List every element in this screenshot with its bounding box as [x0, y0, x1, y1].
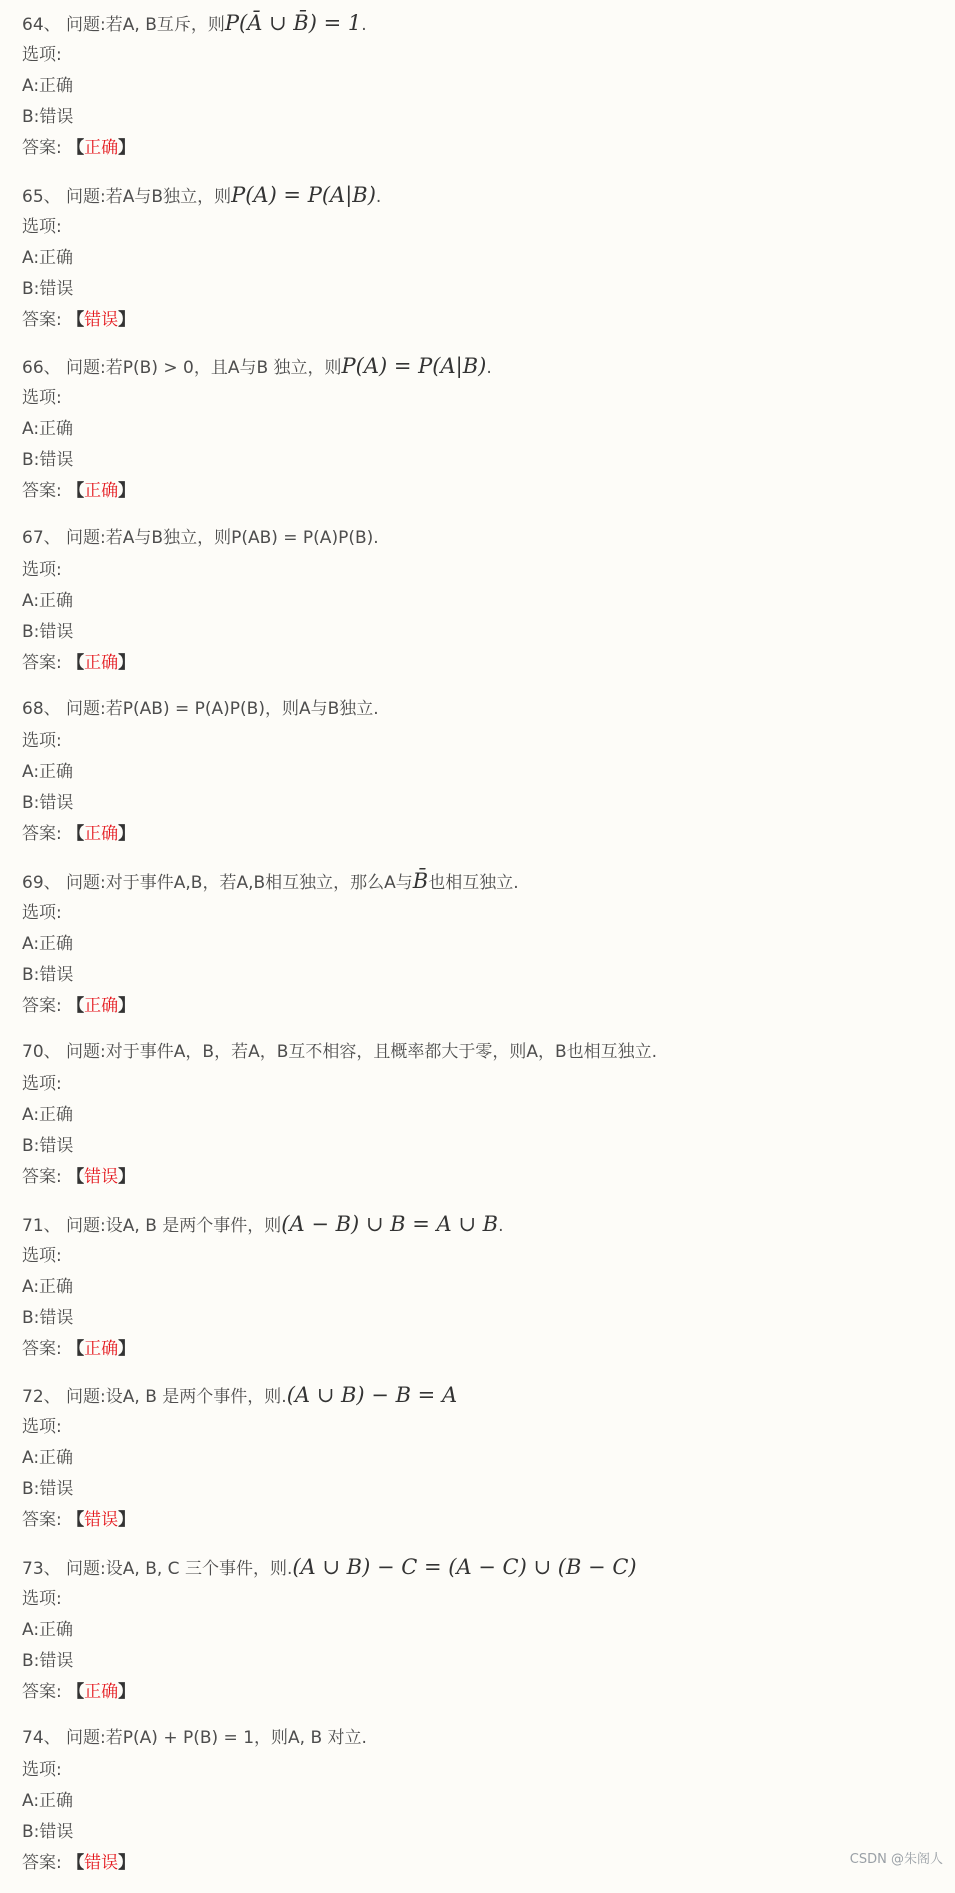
options-label: 选项: [22, 731, 62, 751]
question-block [22, 349, 935, 521]
question-prefix: 问题:若P(AB) = P(A)P(B)，则A与B独立. [66, 699, 379, 719]
question-block [22, 521, 935, 693]
question-block [22, 1378, 935, 1550]
question-prefix: 问题:若P(A) + P(B) = 1，则A, B 对立. [66, 1728, 367, 1748]
answer-bracket-open: 【 [67, 1681, 85, 1702]
answer-line [22, 1848, 935, 1879]
answer-line [22, 1334, 935, 1365]
question-text [22, 1207, 935, 1241]
question-text [22, 349, 935, 383]
option-b: B:错误 [22, 107, 74, 127]
answer-bracket-close: 】 [118, 1338, 136, 1359]
math-formula: P(A) = P(A|B) [231, 182, 376, 207]
question-block [22, 1550, 935, 1722]
answer-bracket-close: 】 [118, 481, 136, 501]
answer-bracket-close: 】 [118, 1853, 136, 1873]
question-number: 66、 [22, 358, 61, 378]
answer-bracket-open: 【 [67, 309, 85, 330]
answer-bracket-open: 【 [67, 1853, 85, 1873]
option-a: A:正确 [22, 1448, 74, 1468]
answer-bracket-open: 【 [67, 1510, 85, 1530]
answer-line [22, 1162, 935, 1193]
answer-label: 答案: [22, 309, 68, 330]
question-block [22, 6, 935, 178]
option-b: B:错误 [22, 621, 74, 642]
answer-label: 答案: [22, 138, 68, 158]
answer-line [22, 819, 935, 850]
question-block [22, 864, 935, 1036]
option-b: B:错误 [22, 278, 74, 299]
question-number: 64、 [22, 15, 61, 35]
question-block [22, 1035, 935, 1207]
question-text [22, 1721, 935, 1755]
question-text [22, 864, 935, 898]
answer-label: 答案: [22, 1338, 68, 1359]
option-a: A:正确 [22, 1105, 74, 1125]
answer-label: 答案: [22, 824, 68, 844]
options-label: 选项: [22, 1417, 62, 1437]
answer-value: 正确 [84, 652, 119, 673]
csdn-watermark: CSDN @朱阁人 [849, 1852, 943, 1867]
answer-label: 答案: [22, 652, 68, 673]
question-text [22, 6, 935, 40]
answer-bracket-close: 】 [118, 1681, 136, 1702]
answer-bracket-open: 【 [67, 1167, 85, 1187]
answer-value: 正确 [84, 995, 119, 1016]
answer-label: 答案: [22, 1853, 68, 1873]
answer-value: 错误 [84, 309, 119, 330]
question-prefix: 问题:设A, B 是两个事件，则. [66, 1387, 287, 1407]
option-b: B:错误 [22, 793, 74, 813]
answer-bracket-open: 【 [67, 1338, 85, 1359]
question-number: 70、 [22, 1042, 61, 1062]
option-b: B:错误 [22, 1822, 74, 1842]
math-formula: P(A) = P(A|B) [341, 354, 487, 378]
question-block [22, 692, 935, 864]
question-text [22, 692, 935, 726]
question-suffix: . [375, 186, 382, 207]
answer-value: 正确 [84, 138, 119, 158]
question-prefix: 问题:设A, B, C 三个事件，则. [66, 1558, 293, 1579]
question-list [22, 6, 935, 1893]
question-text [22, 1378, 935, 1412]
option-b: B:错误 [22, 1650, 74, 1671]
question-prefix: 问题:若P(B) > 0，且A与B 独立，则 [66, 358, 342, 378]
answer-bracket-close: 】 [118, 824, 136, 844]
answer-bracket-open: 【 [67, 995, 85, 1016]
question-suffix: . [361, 15, 367, 35]
option-a: A:正确 [22, 1791, 74, 1811]
question-prefix: 问题:若A与B独立，则P(AB) = P(A)P(B). [66, 527, 379, 548]
answer-label: 答案: [22, 481, 68, 501]
option-a: A:正确 [22, 1619, 74, 1640]
option-b: B:错误 [22, 1479, 74, 1499]
math-formula: (A ∪ B) − B = A [286, 1383, 458, 1407]
question-text [22, 178, 935, 212]
question-number: 73、 [22, 1558, 61, 1579]
option-a: A:正确 [22, 419, 74, 439]
question-prefix: 问题:若A, B互斥，则 [66, 15, 225, 35]
answer-bracket-close: 】 [118, 1510, 136, 1530]
options-label: 选项: [22, 45, 62, 65]
answer-bracket-close: 】 [118, 652, 136, 673]
options-label: 选项: [22, 1588, 62, 1609]
question-number: 71、 [22, 1215, 61, 1236]
answer-bracket-close: 】 [118, 309, 136, 330]
question-number: 65、 [22, 186, 61, 207]
option-a: A:正确 [22, 590, 74, 611]
answer-label: 答案: [22, 1510, 68, 1530]
answer-value: 错误 [84, 1510, 119, 1530]
option-b: B:错误 [22, 450, 74, 470]
question-suffix: . [498, 1215, 504, 1236]
option-b: B:错误 [22, 964, 74, 985]
question-prefix: 问题:对于事件A，B，若A，B互不相容，且概率都大于零，则A，B也相互独立. [66, 1042, 658, 1062]
answer-line [22, 305, 935, 336]
option-a: A:正确 [22, 1276, 74, 1297]
answer-line [22, 476, 935, 507]
question-number: 69、 [22, 872, 61, 893]
question-prefix: 问题:设A, B 是两个事件，则 [66, 1215, 282, 1236]
option-a: A:正确 [22, 76, 74, 96]
answer-line [22, 133, 935, 164]
question-block [22, 1207, 935, 1379]
answer-value: 正确 [84, 1338, 119, 1359]
answer-value: 正确 [84, 824, 119, 844]
option-a: A:正确 [22, 247, 74, 268]
answer-value: 错误 [84, 1853, 119, 1873]
answer-value: 正确 [84, 1681, 119, 1702]
question-suffix: 也相互独立. [428, 872, 519, 893]
answer-value: 错误 [84, 1167, 119, 1187]
question-suffix: . [486, 358, 492, 378]
math-formula: P(Ā ∪ B̄) = 1 [224, 11, 362, 35]
question-number: 68、 [22, 699, 61, 719]
option-a: A:正确 [22, 933, 74, 954]
math-formula: B̄ [412, 868, 429, 893]
answer-line [22, 1677, 935, 1708]
answer-bracket-open: 【 [67, 138, 85, 158]
option-b: B:错误 [22, 1307, 74, 1328]
answer-bracket-open: 【 [67, 652, 85, 673]
answer-line [22, 648, 935, 679]
question-block [22, 178, 935, 350]
question-number: 72、 [22, 1387, 61, 1407]
answer-value: 正确 [84, 481, 119, 501]
answer-line [22, 991, 935, 1022]
answer-label: 答案: [22, 1167, 68, 1187]
question-text [22, 1550, 935, 1584]
options-label: 选项: [22, 1074, 62, 1094]
answer-label: 答案: [22, 1681, 68, 1702]
answer-bracket-close: 】 [118, 1167, 136, 1187]
option-a: A:正确 [22, 762, 74, 782]
question-number: 67、 [22, 527, 61, 548]
answer-bracket-close: 】 [118, 138, 136, 158]
question-number: 74、 [22, 1728, 61, 1748]
answer-bracket-open: 【 [67, 481, 85, 501]
math-formula: (A ∪ B) − C = (A − C) ∪ (B − C) [292, 1554, 637, 1579]
options-label: 选项: [22, 216, 62, 237]
options-label: 选项: [22, 1245, 62, 1266]
options-label: 选项: [22, 1760, 62, 1780]
options-label: 选项: [22, 559, 62, 580]
question-prefix: 问题:若A与B独立，则 [66, 186, 232, 207]
option-b: B:错误 [22, 1136, 74, 1156]
answer-line [22, 1505, 935, 1536]
options-label: 选项: [22, 902, 62, 923]
question-prefix: 问题:对于事件A,B，若A,B相互独立，那么A与 [66, 872, 413, 893]
question-text [22, 1035, 935, 1069]
question-text [22, 521, 935, 555]
question-block [22, 1721, 935, 1893]
answer-label: 答案: [22, 995, 68, 1016]
answer-bracket-open: 【 [67, 824, 85, 844]
options-label: 选项: [22, 388, 62, 408]
answer-bracket-close: 】 [118, 995, 136, 1016]
math-formula: (A − B) ∪ B = A ∪ B [281, 1211, 499, 1236]
